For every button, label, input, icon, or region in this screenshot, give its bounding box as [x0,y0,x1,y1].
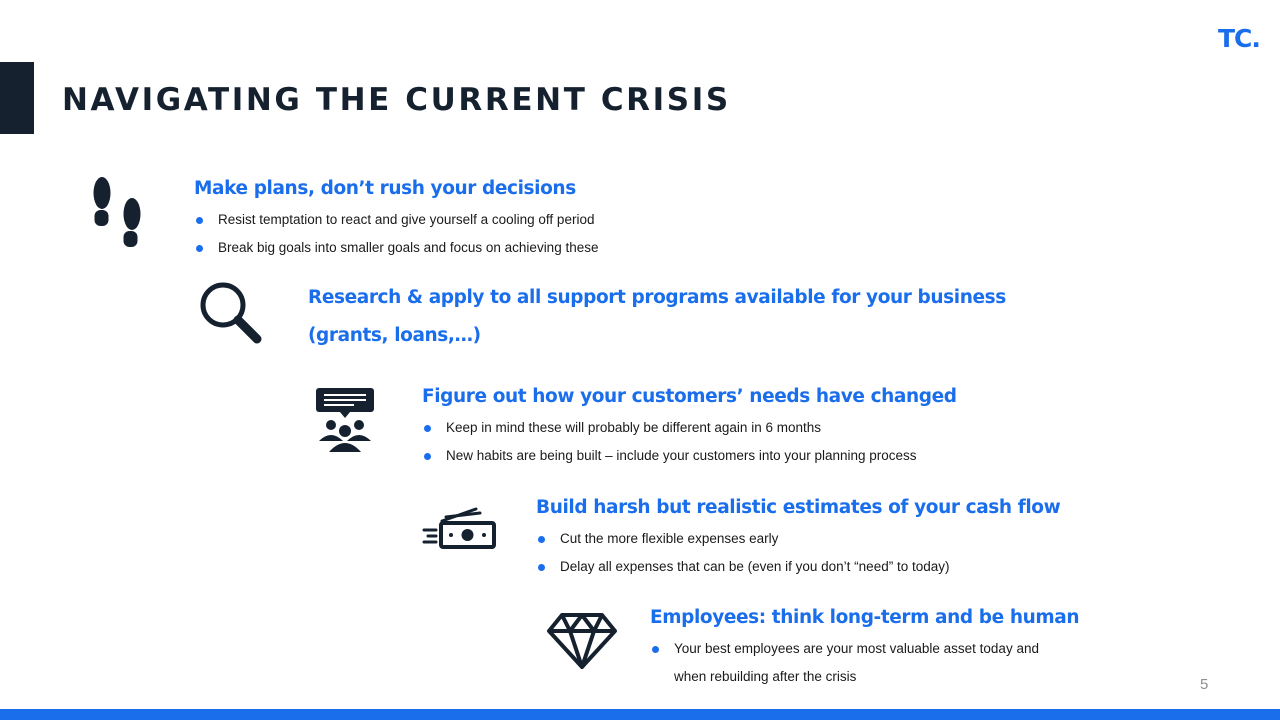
slide-title: NAVIGATING THE CURRENT CRISIS [62,82,731,118]
section-heading: Employees: think long-term and be human [650,607,1080,628]
bullet-dot [196,217,203,224]
bullet-dot [424,453,431,460]
bullet-dot [538,536,545,543]
section-heading-line: (grants, loans,…) [308,325,481,346]
bullet-dot [196,245,203,252]
bullet-item: Cut the more flexible expenses early [536,525,949,553]
bullet-dot [652,646,659,653]
section-heading: Figure out how your customers’ needs have changed [422,386,957,407]
bullet-item: Resist temptation to react and give yourself a cooling off period [194,206,598,234]
section-heading-line: Research & apply to all support programs available for your business [308,287,1006,308]
bullet-continuation: when rebuilding after the crisis [674,669,857,684]
bullet-item: Your best employees are your most valuable asset today and when rebuilding after the crisis [650,635,1039,691]
bullet-item: Delay all expenses that can be (even if you don’t “need” to today) [536,553,949,581]
bullet-item: New habits are being built – include your customers into your planning process [422,442,917,470]
footprints-icon [90,176,144,248]
magnifier-icon [198,280,264,346]
audience-presentation-icon [314,386,376,454]
cash-money-icon [422,503,498,551]
bullet-list [536,525,949,581]
bullet-dot [424,425,431,432]
company-logo: TC. [1218,24,1260,53]
bullet-dot [538,564,545,571]
title-accent-bar [0,62,34,134]
bullet-item: Keep in mind these will probably be different again in 6 months [422,414,917,442]
bullet-item: Break big goals into smaller goals and focus on achieving these [194,234,598,262]
footer-accent-bar [0,709,1280,720]
diamond-icon [546,612,618,670]
section-heading: Make plans, don’t rush your decisions [194,178,576,199]
section-heading: Build harsh but realistic estimates of your cash flow [536,497,1061,518]
bullet-list [422,414,917,470]
bullet-list [194,206,598,262]
bullet-list [650,635,1039,691]
page-number: 5 [1200,676,1209,693]
